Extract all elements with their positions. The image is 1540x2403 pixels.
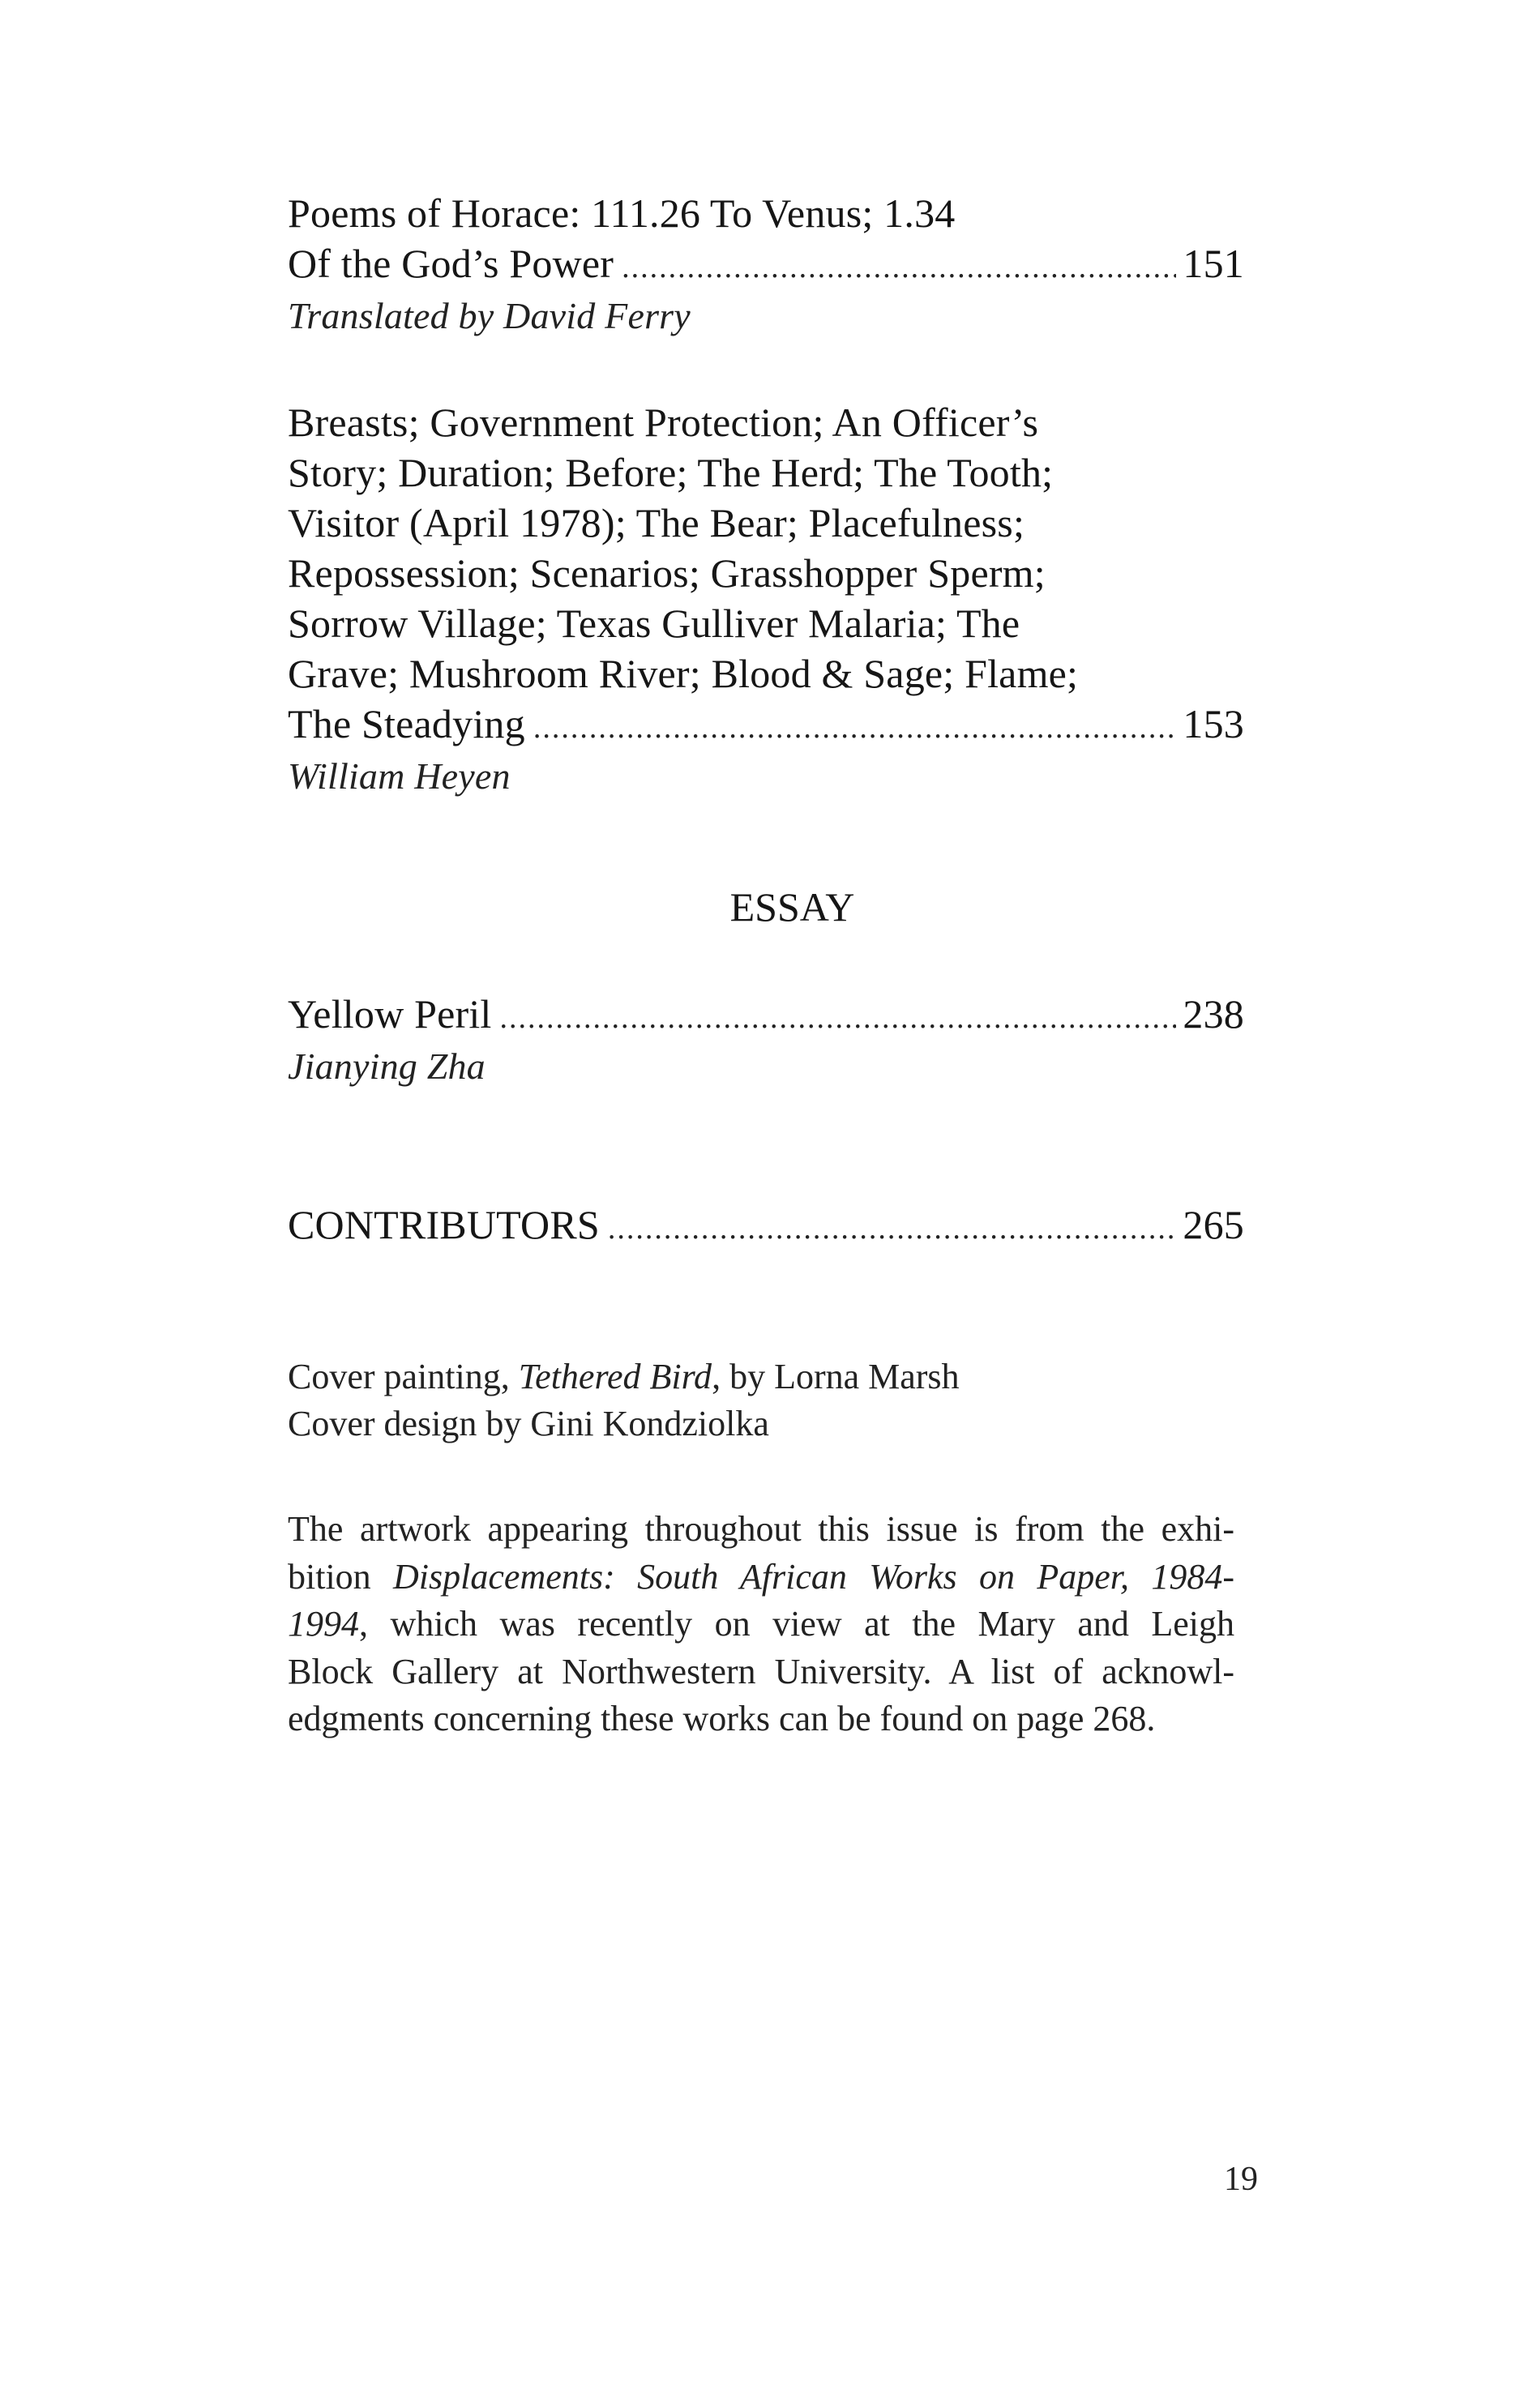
entry-title-leader-line [288, 699, 1244, 753]
cover-credits [288, 1353, 1244, 1447]
note-line: edgments concerning these works can be found on page 268. [288, 1699, 1156, 1738]
entry-title: Yellow Peril [288, 991, 492, 1037]
dot-leader [608, 1199, 1177, 1254]
entry-author: Jianying Zha [288, 1045, 486, 1087]
exhibition-title: 1994 [288, 1604, 359, 1644]
note-line: Block Gallery at Northwestern University. A list of acknowl- [288, 1651, 1234, 1691]
toc-entry-heyen [288, 397, 1244, 800]
entry-title-last-line: The Steadying [288, 701, 525, 746]
entry-title-leader-line [288, 238, 1244, 293]
entry-page-number: 153 [1183, 701, 1244, 746]
entry-title-line: Breasts; Government Protection; An Officer’s [288, 400, 1039, 445]
dot-leader [622, 238, 1176, 293]
credit-text: , by Lorna Marsh [712, 1357, 960, 1396]
entry-page-number: 238 [1183, 991, 1244, 1037]
toc-entry-horace [288, 188, 1244, 340]
entry-author: William Heyen [288, 755, 511, 797]
note-text: , which was recently on view at the Mary and Leigh [359, 1604, 1234, 1644]
note-line [288, 1554, 1234, 1601]
entry-title-line: Poems of Horace: 111.26 To Venus; 1.34 [288, 190, 956, 236]
entry-page-number: 151 [1183, 241, 1244, 286]
note-line [288, 1601, 1234, 1648]
entry-title: CONTRIBUTORS [288, 1202, 600, 1247]
entry-title-line: Repossession; Scenarios; Grasshopper Sperm; [288, 550, 1046, 596]
artwork-note [288, 1506, 1234, 1743]
note-text: bition [288, 1556, 394, 1597]
dot-leader [533, 699, 1177, 753]
credit-text: Cover painting, [288, 1357, 519, 1396]
toc-entry-contributors [288, 1199, 1244, 1254]
section-heading-essay: ESSAY [729, 884, 855, 930]
cover-painting-credit [288, 1353, 1244, 1400]
exhibition-title: Displacements: South African Works on Paper, 1984- [393, 1556, 1234, 1597]
painting-title: Tethered Bird [518, 1357, 712, 1396]
page-number: 19 [1224, 2161, 1258, 2198]
dot-leader [500, 989, 1177, 1043]
entry-author: Translated by David Ferry [288, 295, 691, 336]
toc-entry-essay [288, 989, 1244, 1090]
entry-title-line: Visitor (April 1978); The Bear; Placefulness; [288, 500, 1025, 545]
cover-design-credit: Cover design by Gini Kondziolka [288, 1404, 769, 1443]
entry-title-leader-line [288, 989, 1244, 1043]
entry-title-line: Sorrow Village; Texas Gulliver Malaria; The [288, 601, 1020, 646]
entry-title-last-line: Of the God’s Power [288, 241, 614, 286]
entry-title-line: Story; Duration; Before; The Herd; The Tooth; [288, 450, 1054, 495]
entry-title-leader-line [288, 1199, 1244, 1254]
note-line: The artwork appearing throughout this issue is from the exhi- [288, 1509, 1234, 1549]
entry-title-line: Grave; Mushroom River; Blood & Sage; Flame; [288, 651, 1079, 696]
entry-page-number: 265 [1183, 1202, 1244, 1247]
